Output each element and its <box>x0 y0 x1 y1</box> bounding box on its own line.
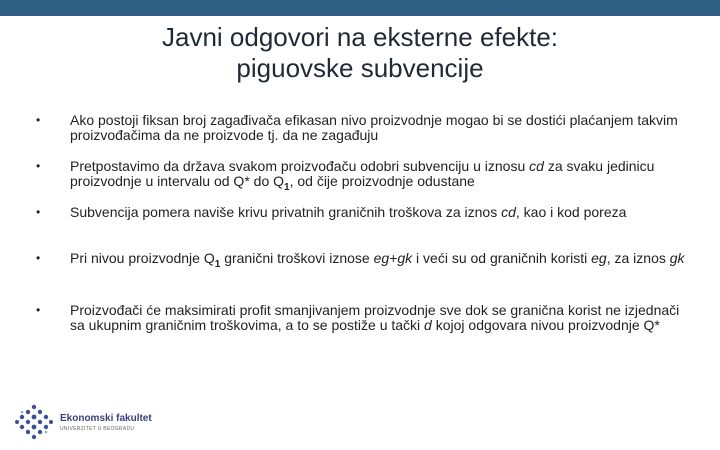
bullet-text-run: Ako postoji fiksan broj zagađivača efikasan nivo proizvodnje mogao bi se dostići plaćanjem takvim proizvođačima da ne proizvode tj. da ne zagađuju <box>70 112 678 143</box>
bullet-item <box>36 205 686 251</box>
bullet-text-run: kojoj odgovara nivou proizvodnje Q* <box>431 317 660 333</box>
bullet-marker: • <box>36 113 41 127</box>
bullet-text-run: cd <box>501 204 516 220</box>
bullet-text-run: d <box>424 317 432 333</box>
bullet-text-run: granični troškovi iznose <box>220 250 374 266</box>
bullet-text-run: cd <box>529 158 544 174</box>
bullet-text-run: Pretpostavimo da država svakom proizvođaču odobri subvenciju u iznosu <box>70 158 530 174</box>
bullet-marker: • <box>36 159 41 173</box>
bullet-text-run: , za iznos <box>606 250 670 266</box>
bullet-text-run: 1 <box>284 181 290 193</box>
bullet-text <box>70 302 679 333</box>
dot-grid-logo-icon <box>14 404 54 440</box>
bullet-item <box>36 113 686 159</box>
bullet-text-run: Proizvođači će maksimirati profit smanjivanjem proizvodnje sve dok se granična korist ne izjednači sa ukupnim graničnim troškovima, a to se postiže u tački <box>70 302 680 333</box>
slide-title-line-1: Javni odgovori na eksterne efekte: <box>161 22 559 52</box>
bullet-marker: • <box>36 303 41 317</box>
logo-name: Ekonomski fakultet <box>60 413 152 424</box>
bullet-item <box>36 251 686 303</box>
bullet-text-run: eg <box>373 250 390 266</box>
bullet-text <box>70 112 678 143</box>
slide-title-line-2: piguovske subvencije <box>236 53 484 83</box>
bullet-text-run: za svaku jedinicu proizvodnje u intervalu od Q* do Q <box>70 158 655 189</box>
bullet-text <box>70 158 655 193</box>
bullet-text-run: , kao i kod poreza <box>515 204 627 220</box>
bullet-text <box>70 250 685 270</box>
bullet-text-run: 1 <box>214 258 221 270</box>
bullet-text <box>70 204 626 220</box>
bullet-list <box>36 113 686 353</box>
faculty-logo <box>14 404 174 440</box>
bullet-text-run: eg <box>591 250 607 266</box>
bullet-text-run: gk <box>669 250 685 266</box>
bullet-marker: • <box>36 205 41 219</box>
bullet-text-run: gk <box>397 250 413 266</box>
bullet-text-run: , od čije proizvodnje odustane <box>289 173 475 189</box>
bullet-item <box>36 159 686 205</box>
bullet-text-run: Subvencija pomera naviše krivu privatnih graničnih troškova za iznos <box>70 204 502 220</box>
bullet-text-run: + <box>389 250 398 266</box>
top-bar <box>0 0 720 16</box>
bullet-marker: • <box>36 251 41 265</box>
bullet-text-run: i veći su od graničnih koristi <box>412 250 592 266</box>
logo-subtitle: UNIVERZITET U BEOGRADU <box>60 426 135 432</box>
bullet-item <box>36 303 686 353</box>
slide-title <box>0 22 720 84</box>
bullet-text-run: Pri nivou proizvodnje Q <box>70 250 215 266</box>
